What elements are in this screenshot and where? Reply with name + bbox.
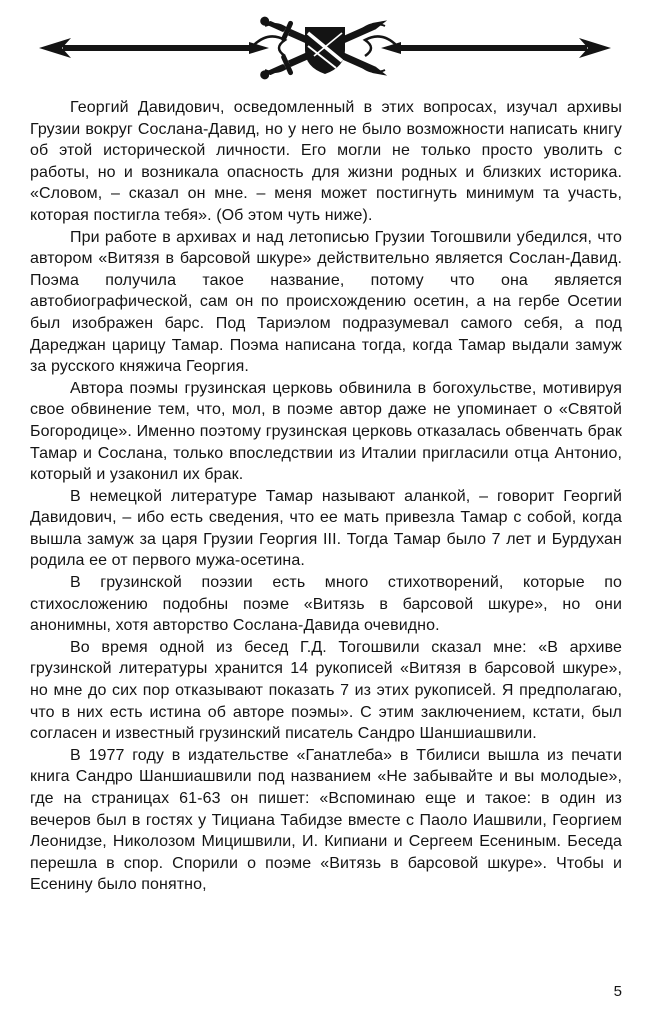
header-ornament (0, 12, 650, 84)
crossed-swords-shield-divider-icon (35, 12, 615, 84)
page-number: 5 (613, 983, 622, 1000)
paragraph: При работе в архивах и над летописью Грузии Тогошвили убедился, что автором «Витязя в барсовой шкуре» действительно является Сослан-Давид. Поэма получила такое название, потому что она является автобиографической, сам он по происхождению осетин, а на гербе Осетии был изображен барс. Под Тариэлом подразумевал самого себя, а под Дареджан царицу Тамар. Поэма написана тогда, когда Тамар выдали замуж за русского княжича Георгия. (30, 228, 622, 376)
paragraph: Во время одной из бесед Г.Д. Тогошвили сказал мне: «В архиве грузинской литературы хранится 14 рукописей «Витязя в барсовой шкуре», но мне до сих пор отказывают показать 7 из этих рукописей. Я предполагаю, что в них есть истина об авторе поэмы». С этим заключением, кстати, был согласен и известный грузинский писатель Сандро Шаншиашвили. (30, 638, 622, 743)
paragraph: В грузинской поэзии есть много стихотворений, которые по стихосложению подобны поэме «Витязь в барсовой шкуре», но они анонимны, хотя авторство Сослана-Давида очевидно. (30, 574, 622, 635)
paragraph: В 1977 году в издательстве «Ганатлеба» в Тбилиси вышла из печати книга Сандро Шаншиашвили под названием «Не забывайте и вы молодые», где на страницах 61-63 он пишет: «Вспоминаю еще и такое: в один из вечеров был в гостях у Тициана Табидзе вместе с Паоло Иашвили, Георгием Леонидзе, Николозом Мицишвили, И. Кипиани и Сергеем Есениным. Беседа перешла в спор. Спорили о поэме «Витязь в барсовой шкуре». Чтобы и Есенину было понятно, (30, 746, 622, 894)
paragraph: В немецкой литературе Тамар называют аланкой, – говорит Георгий Давидович, – ибо есть сведения, что ее мать привезла Тамар с собой, когда вышла замуж за царя Грузии Георгия III. Тогда Тамар было 7 лет и Бурдухан родила ее от первого мужа-осетина. (30, 487, 622, 570)
body-text (30, 97, 622, 896)
paragraph: Автора поэмы грузинская церковь обвинила в богохульстве, мотивируя свое обвинение тем, что, мол, в поэме автор даже не упоминает о «Святой Богородице». Именно поэтому грузинская церковь отказалась обвенчать брак Тамар и Сослана, только впоследствии из Италии пригласили отца Антонио, который и узаконил их брак. (30, 379, 622, 484)
paragraph: Георгий Давидович, осведомленный в этих вопросах, изучал архивы Грузии вокруг Сослана-Давид, но у него не было возможности написать книгу об этой исторической личности. Его могли не только просто уволить с работы, но и возникала опасность для жизни родных и близких историка. «Словом, – сказал он мне. – меня может постигнуть минимум та участь, которая постигла тебя». (Об этом чуть ниже). (30, 99, 622, 224)
